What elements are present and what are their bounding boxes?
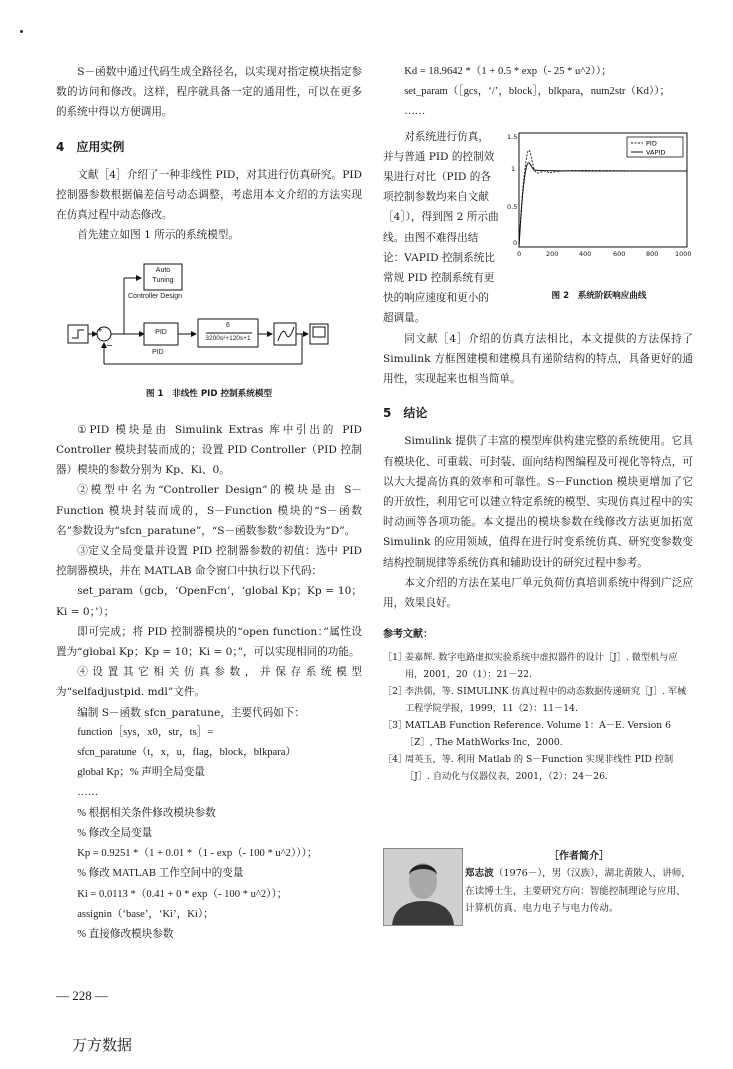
wrapped-text [383, 127, 503, 329]
conclusion-paragraph-1: Simulink 提供了丰富的模型库供构建完整的系统使用。它具有模块化、可重载、可封装、面向结构图编程及可视化等特点，可以大大提高仿真的效率和可靠性。S－Function 模块更增加了它的开放性，利用它可以建立特定系统的模型、实现仿真过程中的实时动画等各项功能。本文提出的模块参数在线修改方法更加拓宽 Simulink 的应用领域，值得在进行时变系统仿真、研究变参数变结构控制规律等系统仿真和辅助设计的研究过程中参考。 [383, 435, 693, 569]
step-1: ①PID 模块是由 Simulink Extras 库中引出的 PID Controller 模块封装而成的；设置 PID Controller（PID 控制器）模块的参数分别为 Kp、Ki、0。 [56, 423, 362, 477]
code-line: Ki = 0.0113 *（0.41 + 0 * exp（- 100 * u^2））； [77, 888, 288, 900]
code-line: sfcn_paratune（t，x，u，flag，block，blkpara） [77, 747, 297, 759]
controller-design-label: Controller Design [128, 292, 183, 300]
reference-item [383, 683, 693, 717]
wrap-line: 并与普通 PID 的控制效 [383, 150, 495, 163]
author-photo [383, 848, 463, 926]
author-portrait-icon [384, 849, 462, 925]
vapid-curve [519, 162, 687, 246]
code-line: Kp = 0.9251 *（1 + 0.01 *（1 - exp（- 100 * u^2）））； [77, 848, 318, 860]
wrap-line: 论：VAPID 控制系统比 [383, 251, 495, 264]
nonlinear-block [274, 323, 296, 345]
author-text [465, 848, 693, 918]
auto-label: Auto [155, 266, 171, 274]
code-line: % 修改全局变量 [77, 827, 153, 839]
author-bio: （1976－），男（汉族），湖北黄陂人，讲师，在读博士生，主要研究方向：智能控制理论与应用、计算机仿真、电力电子与电力传动。 [465, 868, 691, 915]
sum-plus-sign: + [97, 325, 103, 334]
y-tick-label: 1 [511, 164, 516, 173]
author-profile [383, 848, 693, 928]
tf-numerator: 6 [226, 321, 230, 329]
author-heading: ［作者简介］ [549, 851, 609, 862]
code-line: …… [77, 787, 99, 799]
reference-item [383, 751, 693, 785]
wrap-line: 超调量。 [383, 312, 426, 325]
left-column [56, 62, 362, 945]
reference-text: MATLAB Function Reference. Volume 1：A－E. Version 6［Z］, The MathWorks Inc，2000. [405, 720, 671, 749]
reference-number: ［3］ [383, 720, 408, 732]
code-line: % 直接修改模块参数 [77, 928, 174, 940]
figure-2 [505, 127, 693, 329]
author-name: 郑志波 [465, 868, 494, 880]
y-tick-label: 0 [513, 238, 518, 247]
reference-text: 周英玉，等. 利用 Matlab 的 S－Function 实现非线性 PID 控制［J］. 自动化与仪器仪表，2001，（2）：24－26. [405, 754, 674, 783]
wrap-line: 果进行对比（PID 的各 [383, 171, 491, 184]
reference-item [383, 649, 693, 683]
x-tick-label: 0 [517, 249, 522, 258]
conclusion-paragraph-2: 本文介绍的方法在某电厂单元负荷仿真培训系统中得到广泛应用，效果良好。 [383, 576, 693, 610]
pid-block-text: PID [155, 328, 167, 336]
wrap-line: 项控制参数均来自文献 [383, 191, 489, 204]
step-4-continued: 编制 S－函数 sfcn_paratune，主要代码如下： [77, 706, 305, 719]
intro-paragraph: S－函数中通过代码生成全路径名，以实现对指定模块指定参数的访问和修改。这样，程序就具备一定的通用性，可以在更多的系统中得以方便调用。 [56, 66, 362, 119]
x-tick-label: 600 [613, 249, 626, 258]
code-line: function［sys，x0，str，ts］= [77, 726, 214, 738]
reference-number: ［1］ [383, 652, 408, 664]
figure-1-caption: 图 1 非线性 PID 控制系统模型 [145, 388, 273, 399]
code-line: set_param（［gcs，‘/’，block］，blkpara，num2str（Kd））； [404, 86, 671, 98]
y-tick-label: 1.5 [507, 132, 518, 141]
sum-minus-sign: − [106, 340, 113, 350]
right-column [383, 62, 693, 785]
pid-curve [519, 150, 687, 247]
code-line: % 修改 MATLAB 工作空间中的变量 [77, 868, 244, 880]
text-figure-wrap [383, 127, 693, 329]
reference-text: 李洪儒，等. SIMULINK 仿真过程中的动态数据传递研究［J］. 军械工程学院学报，1999，11（2）：11－14. [405, 686, 687, 715]
tf-denominator: 3200s²+120s+1 [205, 334, 251, 342]
wrap-line: 快的响应速度和更小的 [383, 292, 489, 305]
legend-pid-label: PID [646, 139, 657, 148]
reference-number: ［2］ [383, 686, 408, 698]
code-line: % 根据相关条件修改模块参数 [77, 807, 216, 819]
code-line: assignin（‘base’，‘Ki’，Ki）； [77, 908, 214, 920]
step-response-chart [505, 127, 693, 277]
code-line: Kd = 18.9642 *（1 + 0.5 * exp（- 25 * u^2））； [404, 66, 612, 77]
comparison-paragraph: 同文献［4］介绍的仿真方法相比，本文提供的方法保持了 Simulink 方框图建模和建模具有递阶结构的特点，具备更好的通用性，实现起来也相当简单。 [383, 332, 693, 386]
code-line: …… [404, 106, 426, 118]
wrap-line: 对系统进行仿真， [404, 130, 489, 143]
reference-text: 姜嘉辉. 数字电路虚拟实验系统中虚拟器件的设计［J］. 微型机与应用，2001，20（1）：21－22. [405, 652, 678, 681]
page-number: — 228 — [56, 988, 108, 1003]
reference-number: ［4］ [383, 754, 408, 766]
step-4: ④设置其它相关仿真参数，并保存系统模型为“selfadjustpid. mdl”文件。 [56, 666, 362, 699]
wrap-line: 常规 PID 控制系统有更 [383, 272, 495, 285]
figure-1-block-diagram [56, 252, 362, 382]
x-tick-label: 800 [646, 249, 659, 258]
author-bio-block [465, 865, 693, 917]
references-heading: 参考文献： [383, 629, 433, 641]
wrap-line: 线。由图不难得出结 [383, 231, 479, 244]
figure-2-caption: 图 2 系统阶跃响应曲线 [551, 290, 647, 301]
pid-block-label: PID [152, 348, 164, 356]
legend-vapid-label: VAPID [646, 148, 666, 157]
section-4-heading: 4 应用实例 [56, 139, 125, 154]
tuning-label: Tuning [152, 276, 174, 284]
x-tick-label: 200 [546, 249, 559, 258]
step-3: ③定义全局变量并设置 PID 控制器参数的初值：选中 PID 控制器模块，并在 MATLAB 命令窗口中执行以下代码： [56, 545, 362, 578]
paragraph-2: 首先建立如图 1 所示的系统模型。 [77, 229, 239, 242]
set-param-code: set_param（gcb，‘OpenFcn’，‘global Kp；Kp = 10；Ki = 0；’）； [56, 585, 362, 618]
code-line: global Kp；% 声明全局变量 [77, 767, 205, 779]
y-tick-label: 0.5 [507, 202, 518, 211]
scan-speck [20, 30, 23, 33]
x-tick-label: 1000 [675, 249, 692, 258]
section-5-heading: 5 结论 [383, 406, 428, 421]
x-tick-label: 400 [579, 249, 592, 258]
step-2: ②模型中名为“Controller Design”的模块是由 S－Function 模块封装而成的，S－Function 模块的“S－函数名”参数设为“sfcn_paratune”，“S－函数参数”参数设为“D”。 [56, 484, 362, 537]
wrap-line: ［4］），得到图 2 所示曲 [383, 211, 499, 224]
paragraph-1: 文献［4］介绍了一种非线性 PID，对其进行仿真研究。PID 控制器参数根据偏差信号动态调整，考虑用本文介绍的方法实现在仿真过程中动态修改。 [56, 168, 362, 222]
reference-item [383, 717, 693, 751]
watermark: 万方数据 [72, 1036, 133, 1054]
block-diagram-svg [56, 252, 362, 382]
step-3-continued: 即可完成；将 PID 控制器模块的“open function：”属性设置为“global Kp；Kp = 10；Ki = 0；”，可以实现相同的功能。 [56, 625, 362, 659]
auto-tuning-label [144, 266, 182, 286]
